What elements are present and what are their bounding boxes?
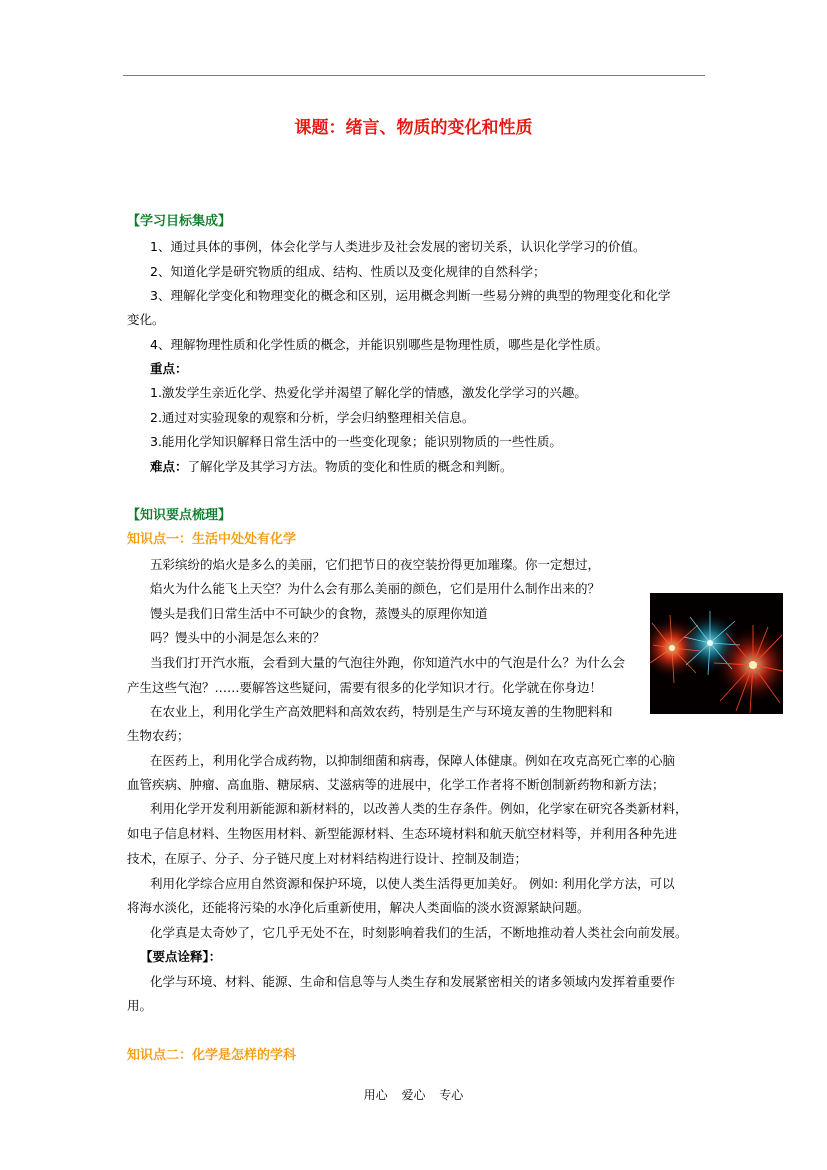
difficulty-line bbox=[150, 459, 513, 475]
note-line: 用。 bbox=[127, 998, 153, 1013]
key-point-3: 3.能用化学知识解释日常生活中的一些变化现象；能识别物质的一些性质。 bbox=[150, 434, 562, 449]
fireworks-image bbox=[650, 593, 783, 714]
paragraph-line: 产生这些气泡？……要解答这些疑问，需要有很多的化学知识才行。化学就在你身边！ bbox=[127, 680, 603, 695]
paragraph-line: 馒头是我们日常生活中不可缺少的食物，蒸馒头的原理你知道 bbox=[150, 606, 488, 621]
key-points-label: 重点： bbox=[150, 361, 188, 376]
goal-4: 4、理解物理性质和化学性质的概念，并能识别哪些是物理性质，哪些是化学性质。 bbox=[150, 337, 608, 352]
paragraph-line: 将海水淡化，还能将污染的水净化后重新使用，解决人类面临的淡水资源紧缺问题。 bbox=[127, 900, 590, 915]
key-point-2: 2.通过对实验现象的观察和分析，学会归纳整理相关信息。 bbox=[150, 410, 475, 425]
paragraph-line: 生物农药； bbox=[127, 728, 190, 743]
paragraph-line: 五彩缤纷的焰火是多么的美丽，它们把节日的夜空装扮得更加璀璨。你一定想过， bbox=[150, 557, 601, 572]
difficulty-text: 了解化学及其学习方法。物质的变化和性质的概念和判断。 bbox=[187, 459, 513, 474]
paragraph-line: 技术，在原子、分子、分子链尺度上对材料结构进行设计、控制及制造； bbox=[127, 851, 528, 866]
page-title: 课题：绪言、物质的变化和性质 bbox=[294, 118, 533, 138]
paragraph-line: 利用化学开发利用新能源和新材料的，以改善人类的生存条件。例如，化学家在研究各类新材料， bbox=[150, 801, 688, 816]
difficulty-label: 难点： bbox=[150, 459, 188, 474]
paragraph-line: 如电子信息材料、生物医用材料、新型能源材料、生态环境材料和航天航空材料等，并利用各种先进 bbox=[127, 826, 678, 841]
knowledge-point-1-title: 知识点一：生活中处处有化学 bbox=[127, 532, 297, 547]
header-rule bbox=[123, 75, 705, 76]
key-point-1: 1.激发学生亲近化学、热爱化学并渴望了解化学的情感，激发化学学习的兴趣。 bbox=[150, 385, 587, 400]
note-line: 化学与环境、材料、能源、生命和信息等与人类生存和发展紧密相关的诸多领域内发挥着重要作 bbox=[150, 974, 676, 989]
note-label: 【要点诠释】： bbox=[140, 949, 222, 964]
section-heading-goals: 【学习目标集成】 bbox=[127, 214, 232, 229]
page-footer: 用心 爱心 专心 bbox=[363, 1088, 464, 1102]
knowledge-point-2-title: 知识点二：化学是怎样的学科 bbox=[127, 1048, 297, 1063]
paragraph-line: 血管疾病、肿瘤、高血脂、糖尿病、艾滋病等的进展中，化学工作者将不断创制新药物和新方法； bbox=[127, 777, 665, 792]
paragraph-line: 利用化学综合应用自然资源和保护环境，以使人类生活得更加美好。 例如: 利用化学方法，可以 bbox=[150, 876, 675, 891]
paragraph-line: 在医药上，利用化学合成药物，以抑制细菌和病毒，保障人体健康。例如在攻克高死亡率的心脑 bbox=[150, 753, 676, 768]
goal-1: 1、通过具体的事例，体会化学与人类进步及社会发展的密切关系，认识化学学习的价值。 bbox=[150, 239, 646, 254]
goal-3-cont: 变化。 bbox=[127, 312, 165, 327]
goal-3: 3、理解化学变化和物理变化的概念和区别，运用概念判断一些易分辨的典型的物理变化和化学 bbox=[150, 288, 671, 303]
paragraph-line: 化学真是太奇妙了，它几乎无处不在，时刻影响着我们的生活，不断地推动着人类社会向前发展。 bbox=[150, 925, 688, 940]
section-heading-knowledge: 【知识要点梳理】 bbox=[127, 508, 232, 523]
paragraph-line: 在农业上，利用化学生产高效肥料和高效农药，特别是生产与环境友善的生物肥料和 bbox=[150, 704, 613, 719]
goal-2: 2、知道化学是研究物质的组成、结构、性质以及变化规律的自然科学； bbox=[150, 264, 546, 279]
paragraph-line: 焰火为什么能飞上天空？为什么会有那么美丽的颜色，它们是用什么制作出来的？ bbox=[150, 581, 601, 596]
paragraph-line: 当我们打开汽水瓶，会看到大量的气泡往外跑，你知道汽水中的气泡是什么？为什么会 bbox=[150, 655, 626, 670]
paragraph-line: 吗？馒头中的小洞是怎么来的？ bbox=[150, 630, 326, 645]
